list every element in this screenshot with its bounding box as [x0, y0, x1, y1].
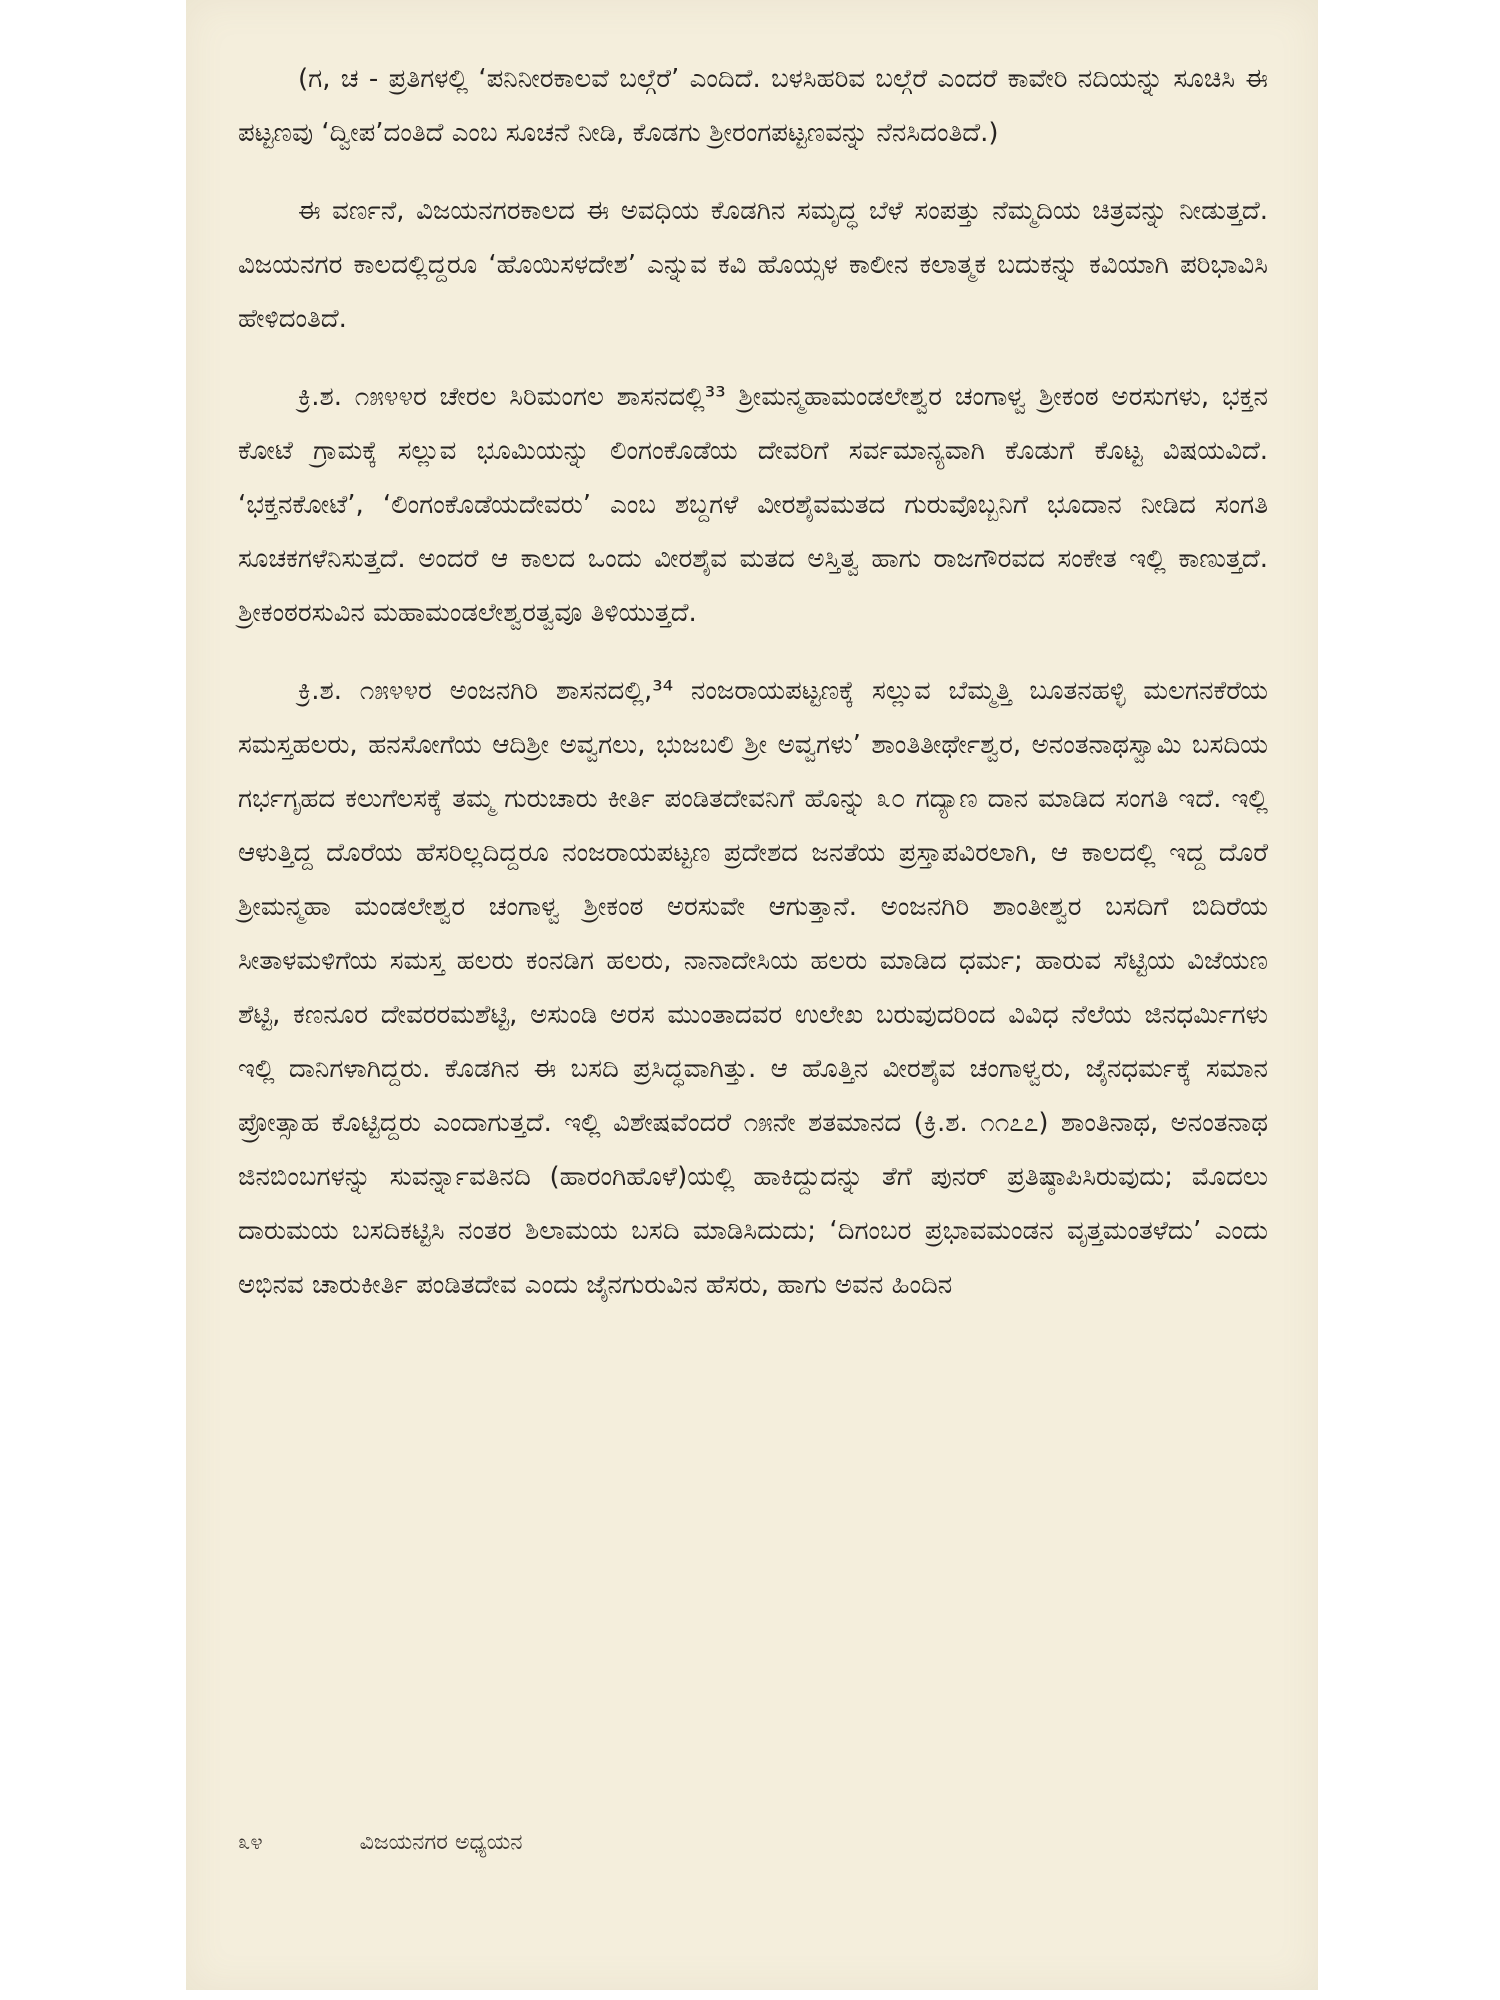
book-page [186, 0, 1318, 1990]
paragraph-2: ಈ ವರ್ಣನೆ, ವಿಜಯನಗರಕಾಲದ ಈ ಅವಧಿಯ ಕೊಡಗಿನ ಸಮೃದ್ಧ ಬೆಳೆ ಸಂಪತ್ತು ನೆಮ್ಮದಿಯ ಚಿತ್ರವನ್ನು ನೀಡುತ್ತದೆ. ವಿಜಯನಗರ ಕಾಲದಲ್ಲಿದ್ದರೂ ‘ಹೊಯಿಸಳದೇಶ’ ಎನ್ನುವ ಕವಿ ಹೊಯ್ಸಳ ಕಾಲೀನ ಕಲಾತ್ಮಕ ಬದುಕನ್ನು ಕವಿಯಾಗಿ ಪರಿಭಾವಿಸಿ ಹೇಳಿದಂತಿದೆ. [238, 196, 1268, 334]
page-body [238, 52, 1268, 1336]
paragraph-3: ಕ್ರಿ.ಶ. ೧೫೪೪ರ ಚೇರಲ ಸಿರಿಮಂಗಲ ಶಾಸನದಲ್ಲಿ³³ ಶ್ರೀಮನ್ಮಹಾಮಂಡಲೇಶ್ವರ ಚಂಗಾಳ್ವ ಶ್ರೀಕಂಠ ಅರಸುಗಳು, ಭಕ್ತನ ಕೋಟೆ ಗ್ರಾಮಕ್ಕೆ ಸಲ್ಲುವ ಭೂಮಿಯನ್ನು ಲಿಂಗಂಕೊಡೆಯ ದೇವರಿಗೆ ಸರ್ವಮಾನ್ಯವಾಗಿ ಕೊಡುಗೆ ಕೊಟ್ಟ ವಿಷಯವಿದೆ. ‘ಭಕ್ತನಕೋಟೆ’, ‘ಲಿಂಗಂಕೊಡೆಯದೇವರು’ ಎಂಬ ಶಬ್ದಗಳೆ ವೀರಶೈವಮತದ ಗುರುವೊಬ್ಬನಿಗೆ ಭೂದಾನ ನೀಡಿದ ಸಂಗತಿ ಸೂಚಕಗಳೆನಿಸುತ್ತದೆ. ಅಂದರೆ ಆ ಕಾಲದ ಒಂದು ವೀರಶೈವ ಮತದ ಅಸ್ತಿತ್ವ ಹಾಗು ರಾಜಗೌರವದ ಸಂಕೇತ ಇಲ್ಲಿ ಕಾಣುತ್ತದೆ. ಶ್ರೀಕಂಠರಸುವಿನ ಮಹಾಮಂಡಲೇಶ್ವರತ್ವವೂ ತಿಳಿಯುತ್ತದೆ. [238, 382, 1268, 628]
paragraph-1: (ಗ, ಚ - ಪ್ರತಿಗಳಲ್ಲಿ ‘ಪನಿನೀರಕಾಲವೆ ಬಲ್ಗೆರೆ’ ಎಂದಿದೆ. ಬಳಸಿಹರಿವ ಬಲ್ಗೆರೆ ಎಂದರೆ ಕಾವೇರಿ ನದಿಯನ್ನು ಸೂಚಿಸಿ ಈ ಪಟ್ಟಣವು ‘ದ್ವೀಪ’ದಂತಿದೆ ಎಂಬ ಸೂಚನೆ ನೀಡಿ, ಕೊಡಗು ಶ್ರೀರಂಗಪಟ್ಟಣವನ್ನು ನೆನಸಿದಂತಿದೆ.) [238, 64, 1268, 148]
page-footer [238, 1830, 522, 1855]
page-number: ೩೪ [238, 1830, 263, 1855]
paragraph-4: ಕ್ರಿ.ಶ. ೧೫೪೪ರ ಅಂಜನಗಿರಿ ಶಾಸನದಲ್ಲಿ,³⁴ ನಂಜರಾಯಪಟ್ಟಣಕ್ಕೆ ಸಲ್ಲುವ ಬೆಮ್ಮತ್ತಿ ಬೂತನಹಳ್ಳಿ ಮಲಗನಕೆರೆಯ ಸಮಸ್ತಹಲರು, ಹನಸೋಗೆಯ ಆದಿಶ್ರೀ ಅವ್ವಗಲು, ಭುಜಬಲಿ ಶ್ರೀ ಅವ್ವಗಳು’ ಶಾಂತಿತೀರ್ಥೇಶ್ವರ, ಅನಂತನಾಥಸ್ವಾಮಿ ಬಸದಿಯ ಗರ್ಭಗೃಹದ ಕಲುಗೆಲಸಕ್ಕೆ ತಮ್ಮ ಗುರುಚಾರು ಕೀರ್ತಿ ಪಂಡಿತದೇವನಿಗೆ ಹೊನ್ನು ೩೦ ಗದ್ಯಾಣ ದಾನ ಮಾಡಿದ ಸಂಗತಿ ಇದೆ. ಇಲ್ಲಿ ಆಳುತ್ತಿದ್ದ ದೊರೆಯ ಹೆಸರಿಲ್ಲದಿದ್ದರೂ ನಂಜರಾಯಪಟ್ಟಣ ಪ್ರದೇಶದ ಜನತೆಯ ಪ್ರಸ್ತಾಪವಿರಲಾಗಿ, ಆ ಕಾಲದಲ್ಲಿ ಇದ್ದ ದೊರೆ ಶ್ರೀಮನ್ಮಹಾ ಮಂಡಲೇಶ್ವರ ಚಂಗಾಳ್ವ ಶ್ರೀಕಂಠ ಅರಸುವೇ ಆಗುತ್ತಾನೆ. ಅಂಜನಗಿರಿ ಶಾಂತೀಶ್ವರ ಬಸದಿಗೆ ಬಿದಿರೆಯ ಸೀತಾಳಮಳಿಗೆಯ ಸಮಸ್ತ ಹಲರು ಕಂನಡಿಗ ಹಲರು, ನಾನಾದೇಸಿಯ ಹಲರು ಮಾಡಿದ ಧರ್ಮ; ಹಾರುವ ಸೆಟ್ಟಿಯ ವಿಜೆಯಣ ಶೆಟ್ಟಿ, ಕಣನೂರ ದೇವರರಮಶೆಟ್ಟಿ, ಅಸುಂಡಿ ಅರಸ ಮುಂತಾದವರ ಉಲೇಖ ಬರುವುದರಿಂದ ವಿವಿಧ ನೆಲೆಯ ಜಿನಧರ್ಮಿಗಳು ಇಲ್ಲಿ ದಾನಿಗಳಾಗಿದ್ದರು. ಕೊಡಗಿನ ಈ ಬಸದಿ ಪ್ರಸಿದ್ಧವಾಗಿತ್ತು. ಆ ಹೊತ್ತಿನ ವೀರಶೈವ ಚಂಗಾಳ್ವರು, ಜೈನಧರ್ಮಕ್ಕೆ ಸಮಾನ ಪ್ರೋತ್ಸಾಹ ಕೊಟ್ಟಿದ್ದರು ಎಂದಾಗುತ್ತದೆ. ಇಲ್ಲಿ ವಿಶೇಷವೆಂದರೆ ೧೫ನೇ ಶತಮಾನದ (ಕ್ರಿ.ಶ. ೧೧೭೭) ಶಾಂತಿನಾಥ, ಅನಂತನಾಥ ಜಿನಬಿಂಬಗಳನ್ನು ಸುವರ್ನ್ನಾವತಿನದಿ (ಹಾರಂಗಿಹೊಳೆ)ಯಲ್ಲಿ ಹಾಕಿದ್ದುದನ್ನು ತೆಗೆ ಪುನರ್ ಪ್ರತಿಷ್ಠಾಪಿಸಿರುವುದು; ಮೊದಲು ದಾರುಮಯ ಬಸದಿಕಟ್ಟಿಸಿ ನಂತರ ಶಿಲಾಮಯ ಬಸದಿ ಮಾಡಿಸಿದುದು; ‘ದಿಗಂಬರ ಪ್ರಭಾವಮಂಡನ ವೃತ್ತಮಂತಳೆದು’ ಎಂದು ಅಭಿನವ ಚಾರುಕೀರ್ತಿ ಪಂಡಿತದೇವ ಎಂದು ಜೈನಗುರುವಿನ ಹೆಸರು, ಹಾಗು ಅವನ ಹಿಂದಿನ [238, 676, 1268, 1300]
running-title: ವಿಜಯನಗರ ಅಧ್ಯಯನ [359, 1830, 523, 1855]
